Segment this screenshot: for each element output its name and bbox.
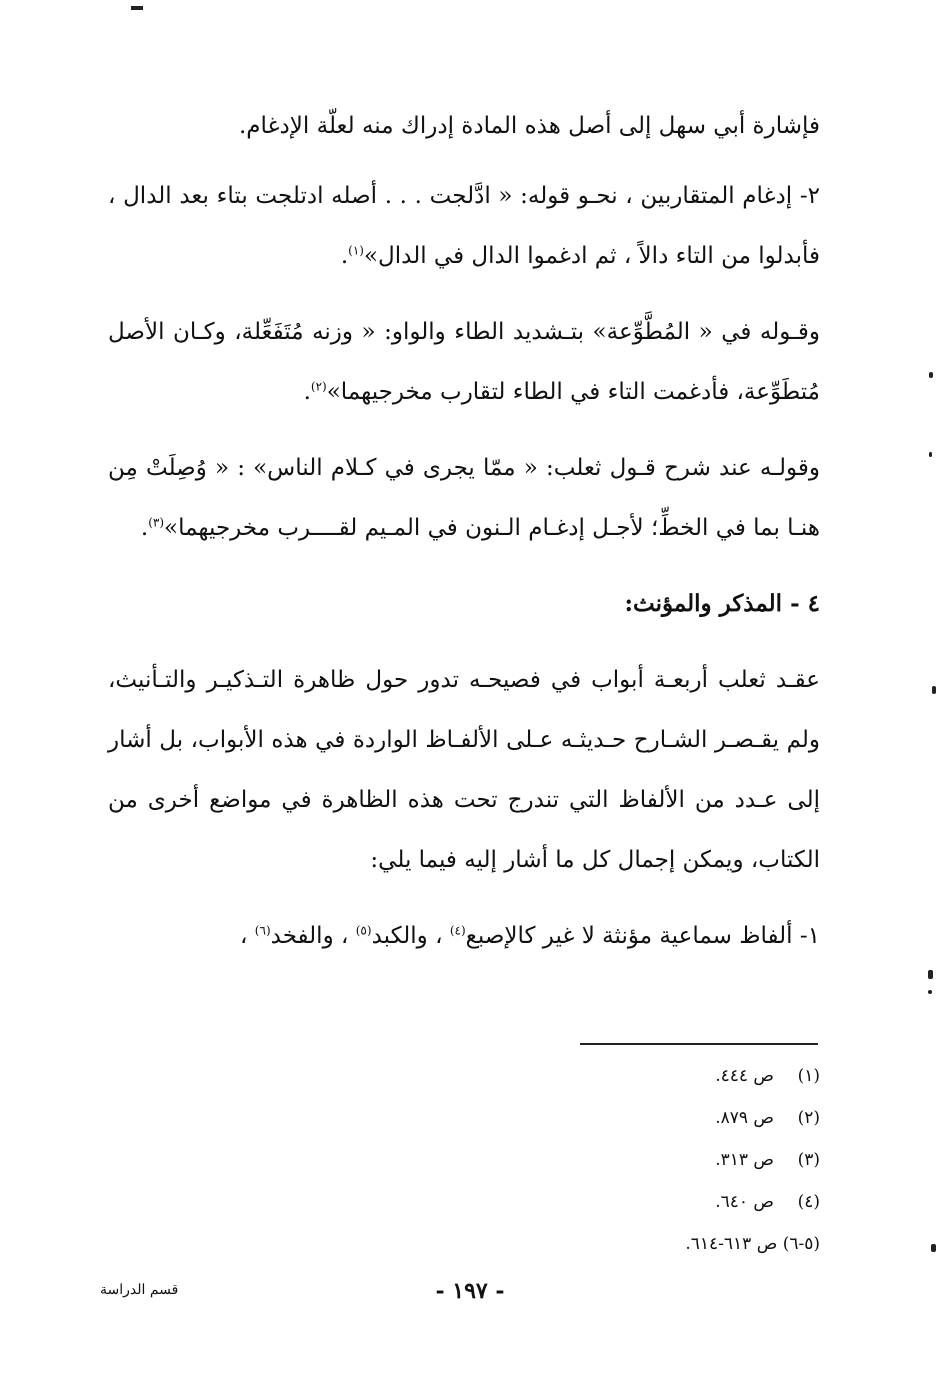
footnote-text: ص ٦٤٠. <box>715 1192 774 1212</box>
list-item-text: ، <box>240 923 248 949</box>
footnote <box>400 1139 820 1181</box>
scan-speck <box>928 990 932 994</box>
paragraph: وقولـه عند شرح قـول ثعلب: « ممّا يجرى في كـلام الناس» : « وُصِلَتْ مِن هنـا بما في الخطِّ؛ لأجـل إدغـام الـنون في المـيم لقــــرب مخرجيهما»$^{(٣)}$. <box>108 455 820 541</box>
page-number: - ١٩٧ - <box>435 1278 505 1304</box>
section-label: قسم الدراسة <box>100 1282 179 1298</box>
footnote-text: ص ٣١٣. <box>715 1150 774 1170</box>
list-item-text: ، والفخد <box>270 923 349 949</box>
footnote-ref: (٢) <box>310 379 327 394</box>
scan-speck <box>932 686 936 694</box>
footnote-number: (٣) <box>797 1150 820 1170</box>
footnote-ref: (١) <box>348 243 364 258</box>
footnote-ref: (٥) <box>355 923 372 938</box>
paragraph: وقـوله في « المُطَّوِّعة» بتـشديد الطاء والواو: « وزنه مُتَفَعِّلة، وكـان الأصل مُتطَوِّعة، فأدغمت التاء في الطاء لتقارب مخرجيهما»$^{(٢)}$. <box>108 319 820 405</box>
paragraph-text: ٢- إدغام المتقاربين ، نحـو قوله: « ادَّلجت . . . أصله ادتلجت بتاء بعد الدال ، فأبدلوا من التاء دالاً ، ثم ادغموا الدال في الدال» <box>108 183 820 269</box>
footnote-ref: (٦) <box>254 923 271 938</box>
footnote-ref: (٤) <box>449 923 466 938</box>
footnotes <box>400 1055 820 1265</box>
footnote-number: (٤) <box>797 1192 820 1212</box>
footnote-number: (٢) <box>797 1108 820 1128</box>
footnote-divider <box>580 1043 818 1045</box>
scan-speck <box>931 1244 936 1252</box>
paragraph: ٢- إدغام المتقاربين ، نحـو قوله: « ادَّلجت . . . أصله ادتلجت بتاء بعد الدال ، فأبدلوا من التاء دالاً ، ثم ادغموا الدال في الدال»$^{(١)}$. <box>108 183 820 269</box>
paragraph-text: عقـد ثعلب أربعـة أبواب في فصيحـه تدور حول ظاهرة التـذكيـر والتـأنيث، ولم يقـصـر الشـارح حـديثـه عـلى الألفـاظ الواردة في هذه الأبواب، بل أشار إلى عـدد من الألفاظ التي تندرج تحت هذه الظاهرة في مواضع أخرى من الكتاب، ويمكن إجمال كل ما أشار إليه فيما يلي: <box>108 667 820 873</box>
scan-speck <box>928 970 933 979</box>
footnote-text: ص ٨٧٩. <box>715 1108 774 1128</box>
footnote-text: ص ٤٤٤. <box>715 1066 774 1086</box>
paragraph-text: وقولـه عند شرح قـول ثعلب: « ممّا يجرى في كـلام الناس» : « وُصِلَتْ مِن هنـا بما في الخطِّ؛ لأجـل إدغـام الـنون في المـيم لقــــرب مخرجيهما» <box>108 455 820 541</box>
scan-mark <box>131 6 143 10</box>
section-heading: ٤ - المذكر والمؤنث: <box>624 590 820 617</box>
footnote-ref: (٣) <box>148 515 165 530</box>
list-item-text: ، والكبد <box>371 923 443 949</box>
list-item-text: ١- ألفاظ سماعية مؤنثة لا غير كالإصبع <box>465 923 820 949</box>
paragraph <box>108 96 820 156</box>
footnote <box>400 1097 820 1139</box>
footnote <box>400 1181 820 1223</box>
footnote <box>400 1055 820 1097</box>
paragraph <box>108 650 820 890</box>
footnote-number: (٥-٦) <box>782 1234 820 1254</box>
footnote-text: ص ٦١٣-٦١٤. <box>685 1234 778 1254</box>
scan-speck <box>929 372 933 378</box>
footnote <box>400 1223 820 1265</box>
footnote-number: (١) <box>797 1066 820 1086</box>
paragraph-text: وقـوله في « المُطَّوِّعة» بتـشديد الطاء والواو: « وزنه مُتَفَعِّلة، وكـان الأصل مُتطَوِّعة، فأدغمت التاء في الطاء لتقارب مخرجيهما» <box>108 319 820 405</box>
scan-speck <box>929 452 932 457</box>
main-text <box>108 96 820 982</box>
paragraph-text: فإشارة أبي سهل إلى أصل هذه المادة إدراك منه لعلّة الإدغام. <box>238 113 820 139</box>
list-item <box>108 906 820 966</box>
